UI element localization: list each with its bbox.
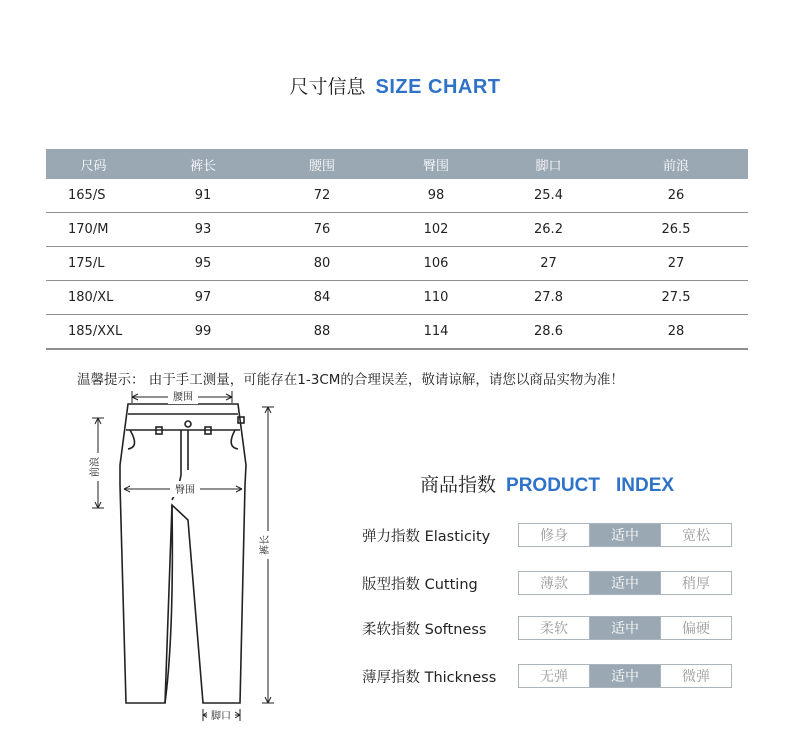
table-cell: 93	[194, 222, 212, 237]
header-cell: 前浪	[662, 158, 689, 174]
index-scale	[518, 523, 732, 547]
table-cell: 27.5	[661, 290, 691, 305]
index-label: 版型指数 Cutting	[362, 576, 478, 593]
table-cell: 165/S	[68, 188, 106, 203]
index-option: 无弹	[519, 665, 590, 687]
table-row	[46, 315, 748, 350]
table-cell: 185/XXL	[68, 324, 123, 339]
pants-measurement-diagram	[80, 385, 280, 725]
table-cell: 99	[194, 324, 212, 339]
table-cell: 110	[423, 290, 449, 305]
pants-outline-icon	[120, 404, 246, 703]
header-cell: 脚口	[535, 158, 562, 174]
table-cell: 80	[313, 256, 331, 271]
leg-opening-label: 脚口	[211, 711, 231, 722]
table-row	[46, 281, 748, 315]
index-option: 稍厚	[682, 576, 710, 592]
table-cell: 88	[313, 324, 331, 339]
index-scale	[518, 664, 732, 688]
table-cell: 27	[540, 256, 557, 271]
table-cell: 27.8	[534, 290, 563, 305]
size-chart-title	[0, 72, 790, 99]
index-option-selected: 适中	[590, 617, 661, 639]
table-cell: 72	[313, 188, 331, 203]
size-table	[46, 149, 748, 350]
size-chart-title-en: SIZE CHART	[375, 76, 501, 98]
table-cell: 26	[667, 188, 685, 203]
index-option: 微弹	[682, 669, 710, 685]
index-label: 薄厚指数 Thickness	[362, 669, 497, 686]
table-cell: 27	[667, 256, 685, 271]
table-cell: 26.5	[661, 222, 691, 237]
size-table-header	[46, 149, 748, 179]
front-rise-label: 前浪	[90, 457, 101, 477]
header-cell: 臀围	[422, 158, 449, 174]
length-label: 裤长	[260, 535, 271, 555]
table-cell: 28	[667, 324, 685, 339]
table-row	[46, 247, 748, 281]
index-option: 偏硬	[682, 621, 710, 637]
table-cell: 170/M	[68, 222, 109, 237]
product-index-title-cn: 商品指数	[420, 474, 497, 496]
header-cell: 腰围	[308, 158, 335, 174]
index-row-elasticity	[362, 522, 732, 548]
table-row	[46, 179, 748, 213]
table-cell: 28.6	[534, 324, 563, 339]
product-index-title-en-1: PRODUCT	[506, 475, 600, 496]
measurement-note: 温馨提示： 由于手工测量，可能存在1-3CM的合理误差，敬请谅解，请您以商品实物为准！	[77, 372, 624, 388]
index-scale	[518, 616, 732, 640]
index-label: 弹力指数 Elasticity	[362, 528, 491, 545]
table-row	[46, 213, 748, 247]
table-cell: 25.4	[534, 188, 563, 203]
index-row-cutting	[362, 570, 732, 596]
product-index-title	[420, 470, 674, 497]
table-cell: 102	[423, 222, 449, 237]
index-option: 柔软	[519, 617, 590, 639]
table-cell: 175/L	[68, 256, 105, 271]
size-chart-title-cn: 尺寸信息	[289, 76, 366, 98]
header-cell: 裤长	[189, 158, 216, 174]
index-row-thickness	[362, 663, 732, 689]
hip-label: 臀围	[175, 485, 195, 496]
index-option-selected: 适中	[590, 665, 661, 687]
index-option-selected: 适中	[590, 524, 661, 546]
index-scale	[518, 571, 732, 595]
table-cell: 180/XL	[68, 290, 114, 305]
table-cell: 84	[313, 290, 331, 305]
table-cell: 114	[423, 324, 449, 339]
index-label: 柔软指数 Softness	[362, 621, 487, 638]
table-cell: 97	[194, 290, 212, 305]
table-cell: 91	[194, 188, 212, 203]
product-index-title-en-2: INDEX	[615, 475, 675, 496]
index-option: 修身	[519, 524, 590, 546]
table-cell: 106	[423, 256, 449, 271]
table-cell: 26.2	[534, 222, 563, 237]
index-row-softness	[362, 615, 732, 641]
index-option: 薄款	[519, 572, 590, 594]
table-cell: 76	[313, 222, 331, 237]
waist-label: 腰围	[173, 392, 193, 403]
table-cell: 98	[427, 188, 445, 203]
table-cell: 95	[194, 256, 212, 271]
index-option-selected: 适中	[590, 572, 661, 594]
header-cell: 尺码	[80, 158, 107, 174]
index-option: 宽松	[682, 528, 710, 544]
